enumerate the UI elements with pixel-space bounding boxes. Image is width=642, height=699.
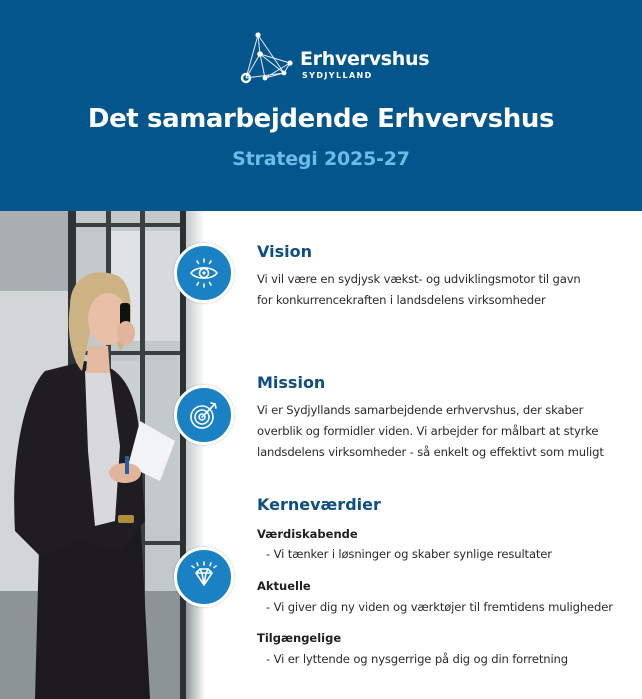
vision-icon-badge (174, 243, 234, 303)
value-label: Aktuelle (257, 579, 311, 593)
diamond-icon (187, 560, 221, 594)
page-title: Det samarbejdende Erhvervshus (87, 104, 555, 134)
mission-text (257, 400, 604, 463)
page-subtitle: Strategi 2025-27 (232, 148, 410, 170)
values-icon-badge (174, 547, 234, 607)
mission-icon-badge (174, 385, 234, 445)
woman-on-phone-photo (0, 211, 205, 699)
mission-line: landsdelens virksomheder - så enkelt og effektivt som muligt (257, 445, 604, 459)
mission-line: Vi er Sydjyllands samarbejdende erhvervshus, der skaber (257, 403, 584, 417)
mission-line: overblik og formidler viden. Vi arbejder for målbart at styrke (257, 424, 599, 438)
logo (238, 28, 430, 88)
logo-name: Erhvervshus (300, 48, 430, 70)
hero-photo (0, 211, 205, 699)
value-description: - Vi giver dig ny viden og værktøjer til fremtidens muligheder (266, 600, 613, 614)
values-title: Kerneværdier (257, 495, 381, 514)
value-label: Værdiskabende (257, 527, 358, 541)
vision-line: for konkurrencekraften i landsdelens virksomheder (257, 293, 546, 307)
eye-icon (187, 256, 221, 290)
vision-line: Vi vil være en sydjysk vækst- og udviklingsmotor til gavn (257, 272, 581, 286)
vision-title: Vision (257, 242, 312, 261)
value-description: - Vi tænker i løsninger og skaber synlige resultater (266, 547, 552, 561)
network-nodes-icon (238, 28, 300, 86)
logo-subtitle: SYDJYLLAND (302, 71, 373, 80)
value-description: - Vi er lyttende og nysgerrige på dig og din forretning (266, 652, 568, 666)
target-icon (187, 398, 221, 432)
value-label: Tilgængelige (257, 631, 342, 645)
header-banner (0, 0, 642, 211)
vision-text (257, 269, 581, 311)
mission-title: Mission (257, 373, 326, 392)
